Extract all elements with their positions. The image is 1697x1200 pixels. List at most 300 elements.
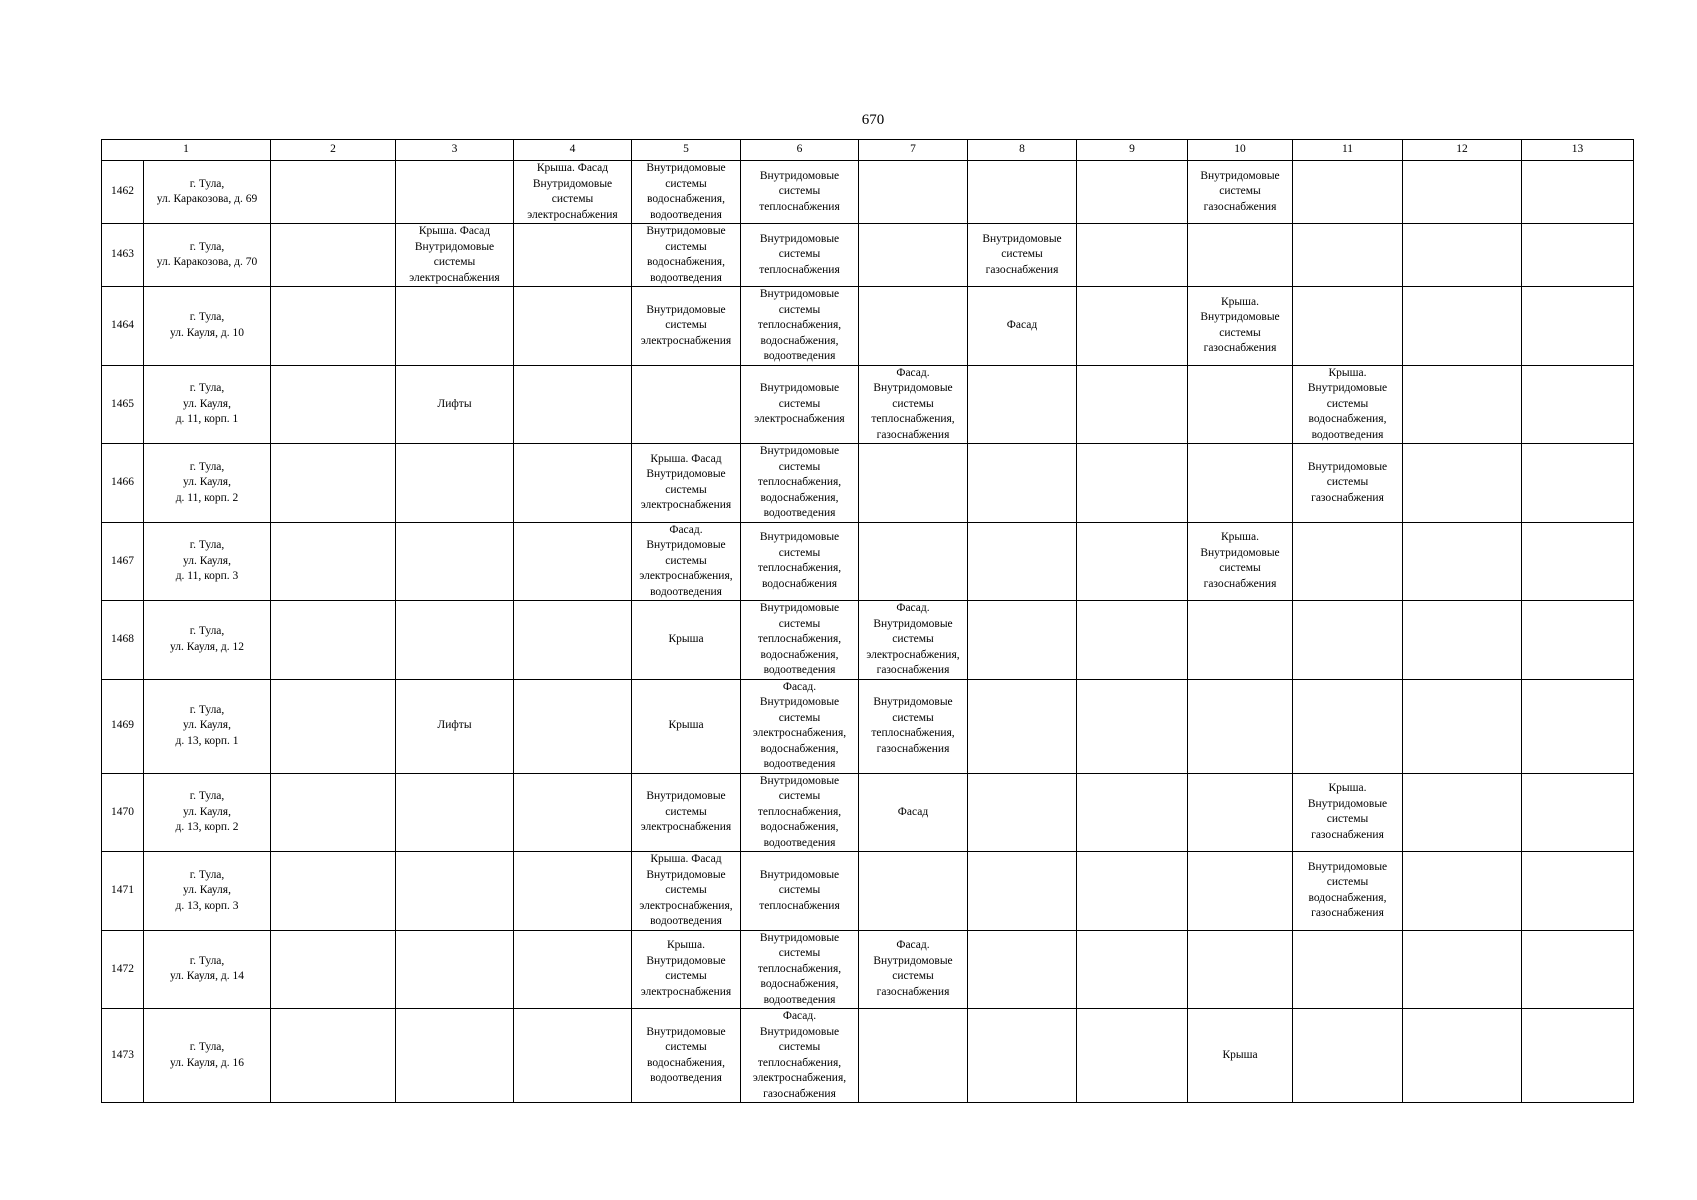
work-item-line: Внутридомовые <box>759 602 840 614</box>
work-item-line: теплоснабжения, <box>757 805 842 818</box>
work-cell-col-10 <box>1188 852 1293 931</box>
work-item-line: водоотведения <box>650 585 722 598</box>
work-item-line: системы <box>551 193 594 205</box>
work-item-line: газоснабжения <box>1203 342 1277 355</box>
work-cell-col-11 <box>1293 161 1403 224</box>
work-cell-col-4 <box>514 365 632 444</box>
address-cell <box>144 1009 271 1103</box>
work-cell-col-11 <box>1293 522 1403 601</box>
work-item-line: Фасад. <box>782 680 817 693</box>
work-cell-col-10 <box>1188 444 1293 523</box>
work-item-line: Внутридомовые <box>759 1025 840 1038</box>
column-header: 8 <box>968 140 1077 161</box>
address-cell <box>144 365 271 444</box>
work-cell-col-6 <box>741 161 859 224</box>
work-item-line: Внутридомовые <box>1200 311 1280 324</box>
address-line: д. 13, корп. 3 <box>175 899 239 912</box>
table-row <box>102 522 1634 601</box>
address-line: д. 11, корп. 2 <box>175 491 239 504</box>
work-item-line: системы <box>665 177 707 190</box>
column-header: 7 <box>859 140 968 161</box>
work-cell-col-10 <box>1188 773 1293 852</box>
work-item-line: Крыша. <box>1221 295 1259 308</box>
work-cell-col-12 <box>1403 522 1522 601</box>
work-item-line: Крыша <box>668 633 704 645</box>
work-item-line: Внутридомовые <box>646 1025 726 1038</box>
work-item-line: газоснабжения <box>1311 907 1384 920</box>
work-cell-col-12 <box>1403 852 1522 931</box>
work-cell-col-4 <box>514 287 632 366</box>
work-item-line: газоснабжения <box>1203 200 1277 213</box>
work-item-line: Внутридомовые <box>759 931 840 944</box>
work-cell-col-6 <box>741 522 859 601</box>
address-cell <box>144 852 271 931</box>
address-cell <box>144 444 271 523</box>
work-cell-col-4 <box>514 522 632 601</box>
work-cell-col-7 <box>859 444 968 523</box>
work-item-line: Внутридомовые <box>1307 860 1388 873</box>
work-cell-col-11 <box>1293 1009 1403 1103</box>
work-cell-col-9 <box>1077 1009 1188 1103</box>
address-line: г. Тула, <box>189 1041 225 1053</box>
work-cell-col-4 <box>514 161 632 224</box>
work-item-line: системы <box>778 185 821 198</box>
address-line: г. Тула, <box>189 240 225 253</box>
work-item-line: системы <box>1326 876 1369 889</box>
work-cell-col-11 <box>1293 365 1403 444</box>
address-line: ул. Каракозова, д. 70 <box>156 256 258 268</box>
work-item-line: системы <box>665 483 707 496</box>
row-number-cell: 1469 <box>102 679 144 773</box>
work-item-line: системы <box>778 1041 821 1053</box>
work-item-line: системы <box>1326 476 1369 488</box>
work-cell-col-2 <box>271 224 396 287</box>
work-item-line: системы <box>778 947 821 959</box>
work-item-line: системы <box>665 1041 707 1053</box>
work-item-line: водоснабжения, <box>647 193 725 205</box>
work-cell-col-4 <box>514 679 632 773</box>
work-cell-col-11 <box>1293 930 1403 1009</box>
address-line: ул. Кауля, <box>183 805 231 818</box>
work-cell-col-7 <box>859 161 968 224</box>
work-item-line: Внутридомовые <box>873 382 953 394</box>
work-item-line: газоснабжения <box>876 664 950 676</box>
work-cell-col-6 <box>741 365 859 444</box>
repair-schedule-table <box>101 139 1634 1103</box>
work-cell-col-7 <box>859 224 968 287</box>
work-item-line: Крыша. <box>667 939 705 952</box>
work-item-line: Крыша. Фасад <box>650 853 722 865</box>
work-cell-col-7 <box>859 1009 968 1103</box>
work-cell-col-6 <box>741 601 859 680</box>
address-line: д. 13, корп. 1 <box>175 734 239 747</box>
work-cell-col-2 <box>271 444 396 523</box>
work-item-line: Лифты <box>437 397 472 410</box>
table-row <box>102 287 1634 366</box>
work-item-line: Лифты <box>437 719 472 732</box>
work-item-line: теплоснабжения, <box>757 1056 842 1069</box>
work-cell-col-10 <box>1188 930 1293 1009</box>
work-cell-col-10 <box>1188 522 1293 601</box>
work-cell-col-12 <box>1403 365 1522 444</box>
address-cell <box>144 601 271 680</box>
work-cell-col-5 <box>632 601 741 680</box>
work-cell-col-3 <box>396 224 514 287</box>
work-item-line: системы <box>778 303 821 316</box>
work-cell-col-2 <box>271 161 396 224</box>
work-cell-col-4 <box>514 224 632 287</box>
work-item-line: газоснабжения <box>876 428 950 441</box>
address-line: ул. Кауля, д. 14 <box>170 970 244 983</box>
work-item-line: системы <box>1326 813 1369 826</box>
work-cell-col-5 <box>632 161 741 224</box>
work-item-line: водоотведения <box>763 664 836 676</box>
work-item-line: газоснабжения <box>1311 828 1384 841</box>
column-header: 3 <box>396 140 514 161</box>
work-cell-col-3 <box>396 852 514 931</box>
work-cell-col-8 <box>968 444 1077 523</box>
work-cell-col-13 <box>1522 161 1634 224</box>
work-cell-col-2 <box>271 1009 396 1103</box>
work-item-line: системы <box>892 633 934 645</box>
work-item-line: Крыша. Фасад <box>650 452 722 465</box>
row-number-cell: 1464 <box>102 287 144 366</box>
work-cell-col-7 <box>859 365 968 444</box>
column-header: 9 <box>1077 140 1188 161</box>
work-item-line: теплоснабжения, <box>757 319 842 331</box>
work-item-line: водоотведения <box>763 758 836 770</box>
work-item-line: системы <box>778 248 821 261</box>
row-number-cell: 1466 <box>102 444 144 523</box>
work-cell-col-7 <box>859 679 968 773</box>
work-item-line: теплоснабжения, <box>871 413 955 425</box>
work-item-line: системы <box>1001 248 1043 261</box>
address-line: ул. Кауля, <box>183 884 231 896</box>
work-item-line: системы <box>665 240 707 253</box>
work-item-line: системы <box>778 546 821 559</box>
work-cell-col-12 <box>1403 1009 1522 1103</box>
work-item-line: Внутридомовые <box>1200 169 1280 182</box>
work-item-line: Внутридомовые <box>759 382 840 394</box>
work-cell-col-9 <box>1077 365 1188 444</box>
address-cell <box>144 287 271 366</box>
work-cell-col-6 <box>741 1009 859 1103</box>
work-item-line: Фасад. <box>896 366 930 379</box>
address-line: г. Тула, <box>189 703 225 716</box>
work-item-line: Внутридомовые <box>759 531 840 544</box>
address-line: ул. Кауля, <box>183 554 231 567</box>
work-item-line: газоснабжения <box>876 742 950 755</box>
work-item-line: Внутридомовые <box>414 240 495 253</box>
work-item-line: электроснабжения <box>754 413 845 425</box>
work-item-line: системы <box>778 790 821 802</box>
address-line: ул. Кауля, д. 10 <box>170 326 244 339</box>
column-header: 11 <box>1293 140 1403 161</box>
work-item-line: системы <box>892 711 934 724</box>
work-cell-col-5 <box>632 773 741 852</box>
work-item-line: теплоснабжения, <box>757 476 842 488</box>
work-item-line: Фасад. <box>669 523 703 536</box>
work-item-line: Внутридомовые <box>759 774 840 787</box>
work-cell-col-2 <box>271 601 396 680</box>
work-item-line: Внутридомовые <box>873 954 953 967</box>
column-header: 13 <box>1522 140 1634 161</box>
work-cell-col-10 <box>1188 287 1293 366</box>
work-cell-col-8 <box>968 287 1077 366</box>
page-number: 670 <box>861 112 885 128</box>
column-header: 6 <box>741 140 859 161</box>
address-line: г. Тула, <box>189 954 225 967</box>
work-cell-col-13 <box>1522 522 1634 601</box>
work-cell-col-13 <box>1522 444 1634 523</box>
work-cell-col-3 <box>396 601 514 680</box>
address-line: г. Тула, <box>189 539 225 551</box>
column-header: 5 <box>632 140 741 161</box>
work-cell-col-4 <box>514 773 632 852</box>
address-line: д. 11, корп. 1 <box>175 413 239 425</box>
table-row <box>102 601 1634 680</box>
work-item-line: газоснабжения <box>985 263 1059 276</box>
work-cell-col-10 <box>1188 1009 1293 1103</box>
work-cell-col-9 <box>1077 444 1188 523</box>
work-item-line: теплоснабжения <box>759 200 840 213</box>
work-item-line: Внутридомовые <box>646 468 726 481</box>
work-item-line: системы <box>892 970 934 983</box>
work-item-line: системы <box>665 970 707 983</box>
work-item-line: Внутридомовые <box>1200 546 1280 559</box>
address-line: г. Тула, <box>189 382 225 394</box>
work-item-line: Внутридомовые <box>759 868 840 881</box>
row-number-cell: 1472 <box>102 930 144 1009</box>
work-item-line: Внутридомовые <box>1307 460 1388 473</box>
work-item-line: газоснабжения <box>763 1087 836 1100</box>
work-item-line: водоснабжения, <box>760 334 839 347</box>
work-cell-col-11 <box>1293 287 1403 366</box>
address-cell <box>144 679 271 773</box>
work-cell-col-12 <box>1403 444 1522 523</box>
address-cell <box>144 522 271 601</box>
work-item-line: системы <box>778 617 821 630</box>
work-cell-col-5 <box>632 287 741 366</box>
work-cell-col-2 <box>271 522 396 601</box>
work-cell-col-12 <box>1403 224 1522 287</box>
work-cell-col-5 <box>632 852 741 931</box>
work-cell-col-7 <box>859 601 968 680</box>
work-item-line: водоснабжения, <box>647 1056 725 1069</box>
address-line: г. Тула, <box>189 868 225 881</box>
work-cell-col-8 <box>968 773 1077 852</box>
column-header: 1 <box>102 140 271 161</box>
table-row <box>102 852 1634 931</box>
work-item-line: теплоснабжения <box>759 899 840 912</box>
work-cell-col-13 <box>1522 601 1634 680</box>
work-item-line: системы <box>1219 562 1261 575</box>
work-item-line: электроснабжения, <box>866 648 960 661</box>
work-cell-col-6 <box>741 287 859 366</box>
work-item-line: Фасад. <box>896 939 930 952</box>
address-line: г. Тула, <box>189 460 225 473</box>
work-item-line: Внутридомовые <box>646 225 726 237</box>
work-cell-col-9 <box>1077 161 1188 224</box>
work-cell-col-12 <box>1403 601 1522 680</box>
work-item-line: Фасад <box>897 805 929 818</box>
work-cell-col-8 <box>968 679 1077 773</box>
work-cell-col-2 <box>271 930 396 1009</box>
work-item-line: водоотведения <box>763 350 836 362</box>
work-cell-col-10 <box>1188 365 1293 444</box>
row-number-cell: 1463 <box>102 224 144 287</box>
work-item-line: системы <box>665 319 707 331</box>
work-item-line: водоотведения <box>763 836 836 849</box>
work-cell-col-2 <box>271 287 396 366</box>
work-item-line: водоотведения <box>650 915 722 927</box>
work-cell-col-3 <box>396 287 514 366</box>
work-item-line: Крыша. <box>1328 782 1367 795</box>
work-cell-col-8 <box>968 930 1077 1009</box>
work-item-line: Внутридомовые <box>646 868 726 881</box>
work-item-line: электроснабжения <box>640 821 732 833</box>
work-item-line: Внутридомовые <box>873 617 953 630</box>
row-number-cell: 1462 <box>102 161 144 224</box>
address-line: ул. Кауля, <box>183 476 231 488</box>
work-cell-col-13 <box>1522 1009 1634 1103</box>
work-cell-col-7 <box>859 287 968 366</box>
address-cell <box>144 773 271 852</box>
work-cell-col-13 <box>1522 930 1634 1009</box>
work-cell-col-13 <box>1522 679 1634 773</box>
work-item-line: Внутридомовые <box>982 232 1062 245</box>
work-cell-col-6 <box>741 444 859 523</box>
work-cell-col-4 <box>514 852 632 931</box>
work-cell-col-8 <box>968 161 1077 224</box>
work-item-line: Внутридомовые <box>759 169 840 182</box>
work-item-line: электроснабжения <box>409 271 500 284</box>
work-item-line: Внутридомовые <box>759 232 840 245</box>
work-cell-col-13 <box>1522 852 1634 931</box>
work-cell-col-10 <box>1188 679 1293 773</box>
work-item-line: электроснабжения <box>527 208 618 221</box>
work-cell-col-10 <box>1188 161 1293 224</box>
work-cell-col-8 <box>968 601 1077 680</box>
work-item-line: водоснабжения <box>761 577 838 590</box>
work-item-line: Внутридомовые <box>646 303 726 316</box>
work-cell-col-4 <box>514 601 632 680</box>
column-header: 2 <box>271 140 396 161</box>
work-cell-col-9 <box>1077 773 1188 852</box>
work-cell-col-7 <box>859 522 968 601</box>
work-item-line: Внутридомовые <box>532 177 613 190</box>
address-line: г. Тула, <box>189 177 225 190</box>
work-item-line: системы <box>1326 397 1369 410</box>
work-item-line: Внутридомовые <box>646 954 726 967</box>
table-row <box>102 161 1634 224</box>
work-item-line: водоотведения <box>650 208 722 221</box>
work-cell-col-12 <box>1403 930 1522 1009</box>
work-cell-col-3 <box>396 365 514 444</box>
work-item-line: водоснабжения, <box>1308 891 1387 904</box>
work-item-line: водоотведения <box>650 1072 722 1084</box>
work-item-line: Крыша <box>1222 1048 1258 1061</box>
work-item-line: Внутридомовые <box>873 696 953 708</box>
work-cell-col-11 <box>1293 679 1403 773</box>
work-item-line: системы <box>665 805 707 818</box>
work-item-line: электроснабжения, <box>639 570 733 582</box>
work-item-line: водоотведения <box>763 993 836 1006</box>
work-cell-col-3 <box>396 444 514 523</box>
work-cell-col-9 <box>1077 522 1188 601</box>
work-cell-col-5 <box>632 679 741 773</box>
work-cell-col-5 <box>632 930 741 1009</box>
work-item-line: водоотведения <box>1311 428 1384 441</box>
work-cell-col-5 <box>632 522 741 601</box>
work-item-line: Внутридомовые <box>646 162 726 174</box>
work-item-line: системы <box>433 256 476 268</box>
work-cell-col-9 <box>1077 224 1188 287</box>
work-cell-col-8 <box>968 365 1077 444</box>
work-cell-col-3 <box>396 773 514 852</box>
work-cell-col-8 <box>968 522 1077 601</box>
work-cell-col-7 <box>859 930 968 1009</box>
work-item-line: водоснабжения, <box>760 821 839 833</box>
work-item-line: Внутридомовые <box>759 696 840 708</box>
work-cell-col-7 <box>859 773 968 852</box>
row-number-cell: 1470 <box>102 773 144 852</box>
work-item-line: Крыша. <box>1221 531 1259 544</box>
work-item-line: Крыша. <box>1328 366 1367 379</box>
work-cell-col-5 <box>632 365 741 444</box>
work-cell-col-2 <box>271 679 396 773</box>
work-item-line: системы <box>1219 326 1261 339</box>
work-cell-col-10 <box>1188 224 1293 287</box>
work-cell-col-6 <box>741 773 859 852</box>
work-cell-col-9 <box>1077 930 1188 1009</box>
address-cell <box>144 161 271 224</box>
work-item-line: системы <box>665 884 707 896</box>
work-item-line: теплоснабжения <box>759 263 840 276</box>
work-item-line: теплоснабжения, <box>757 562 842 575</box>
work-item-line: системы <box>778 397 821 410</box>
work-cell-col-2 <box>271 773 396 852</box>
work-item-line: Внутридомовые <box>759 445 840 457</box>
work-cell-col-11 <box>1293 601 1403 680</box>
work-item-line: системы <box>778 884 821 896</box>
work-item-line: газоснабжения <box>1203 577 1277 590</box>
work-cell-col-4 <box>514 1009 632 1103</box>
row-number-cell: 1467 <box>102 522 144 601</box>
work-item-line: Крыша. Фасад <box>536 162 609 174</box>
work-item-line: системы <box>1219 185 1261 198</box>
work-cell-col-3 <box>396 1009 514 1103</box>
work-cell-col-11 <box>1293 224 1403 287</box>
work-item-line: газоснабжения <box>1311 491 1384 504</box>
table-row <box>102 773 1634 852</box>
work-item-line: водоотведения <box>763 507 836 519</box>
work-cell-col-9 <box>1077 852 1188 931</box>
work-cell-col-9 <box>1077 679 1188 773</box>
work-cell-col-10 <box>1188 601 1293 680</box>
work-item-line: водоснабжения, <box>760 978 839 990</box>
work-item-line: электроснабжения, <box>639 899 733 912</box>
column-header: 10 <box>1188 140 1293 161</box>
work-cell-col-12 <box>1403 161 1522 224</box>
work-item-line: Крыша. Фасад <box>418 225 491 237</box>
table-row <box>102 930 1634 1009</box>
work-cell-col-4 <box>514 444 632 523</box>
work-cell-col-3 <box>396 161 514 224</box>
address-line: ул. Кауля, д. 12 <box>170 640 244 653</box>
table-row <box>102 224 1634 287</box>
work-cell-col-3 <box>396 522 514 601</box>
